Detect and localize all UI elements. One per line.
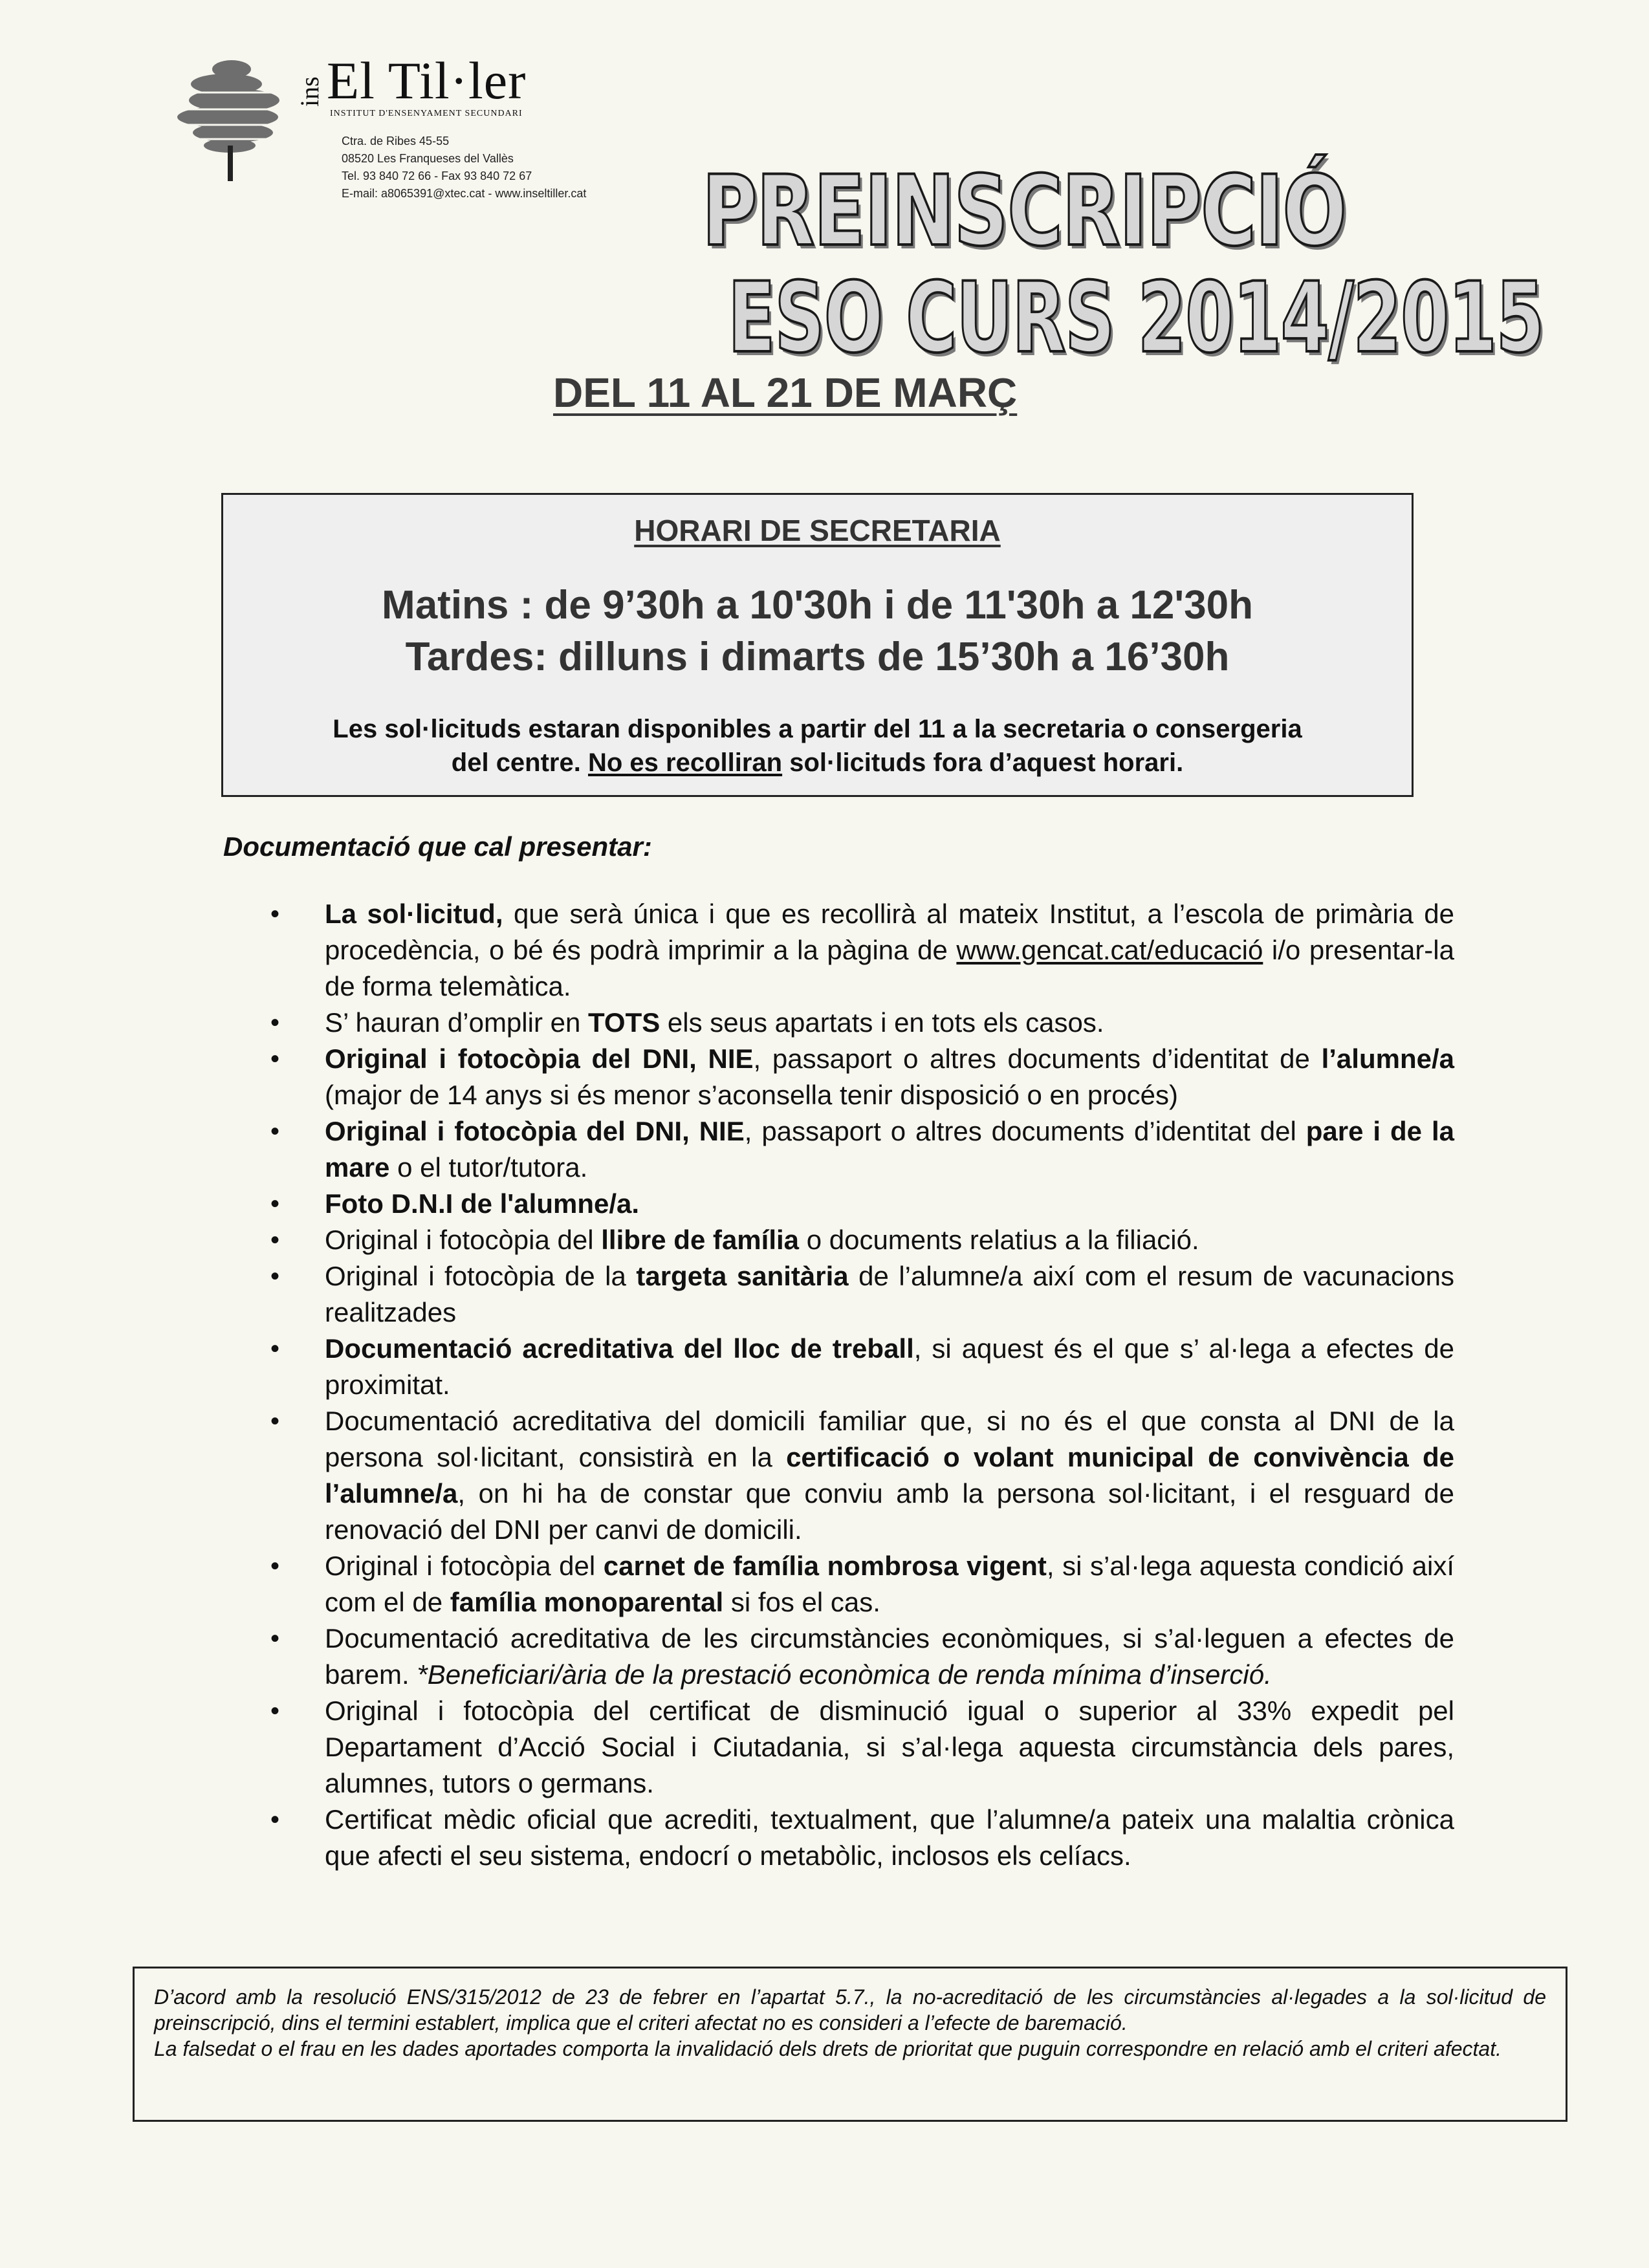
legal-notice-paragraph: D’acord amb la resolució ENS/315/2012 de 23 de febrer en l’apartat 5.7., la no-acreditació de les circumstàncies al·legades a la sol·licitud de preinscripció, dins el termini establert, implica que el criteri afectat no es consideri a l’efecte de baremació.	[154, 1985, 1546, 2034]
list-item-text: (major de 14 anys si és menor s’aconsella tenir disposició o en procés)	[325, 1080, 1178, 1110]
documents-heading: Documentació que cal presentar:	[223, 831, 652, 862]
list-item	[270, 1802, 1454, 1874]
date-range: DEL 11 AL 21 DE MARÇ	[553, 369, 1018, 416]
list-item	[270, 1331, 1454, 1403]
list-item-text: els seus apartats i en tots els casos.	[660, 1007, 1104, 1038]
list-item-text: Original i fotocòpia del certificat de disminució igual o superior al 33% expedit pel Departament d’Acció Social i Ciutadania, si s’al·lega aquesta circumstància dels pares, alumnes, tutors o germans.	[325, 1696, 1454, 1798]
list-item-text: TOTS	[588, 1007, 661, 1038]
list-item	[270, 1186, 1454, 1222]
list-item-text: que serà única i que es recollirà al mateix Institut, a l’escola de primària de procedència, o bé és podrà imprimir a la pàgina de	[325, 899, 1454, 965]
schedule-note: Les sol·licituds estaran disponibles a partir del 11 a la secretaria o consergeria	[333, 715, 1302, 743]
bullet-icon: •	[270, 1624, 280, 1653]
list-item	[270, 1041, 1454, 1113]
ins-mark: ins	[295, 76, 324, 107]
list-item	[270, 896, 1454, 1005]
list-item-text: i/o presentar-la de forma telemàtica.	[325, 935, 1454, 1001]
list-item-text: família monoparental	[450, 1587, 724, 1617]
schedule-heading: HORARI DE SECRETARIA	[634, 514, 1001, 547]
list-item-text: l’alumne/a	[1321, 1043, 1454, 1074]
schedule-note	[223, 748, 1412, 778]
list-item-text: Documentació acreditativa de les circumstàncies econòmiques, si s’al·leguen a efectes de barem.	[325, 1623, 1454, 1690]
list-item-text: *Beneficiari/ària de la prestació econòmica de renda mínima d’inserció.	[417, 1659, 1272, 1690]
list-item-text: , passaport o altres documents d’identitat del	[744, 1116, 1306, 1146]
address-line: 08520 Les Franqueses del Vallès	[342, 152, 514, 165]
school-name: El Til·ler	[327, 51, 527, 110]
list-item-text: certificació o volant municipal de convivència de l’alumne/a	[325, 1442, 1454, 1509]
list-item-text: pare i de la mare	[325, 1116, 1454, 1183]
legal-notice-box	[133, 1967, 1567, 2122]
list-item-text: Documentació acreditativa del lloc de treball	[325, 1333, 914, 1364]
list-item-text: o el tutor/tutora.	[389, 1152, 588, 1183]
list-item	[270, 1005, 1454, 1041]
list-item-text: o documents relatius a la filiació.	[799, 1225, 1199, 1255]
list-item-text: Original i fotocòpia de la	[325, 1261, 637, 1291]
title-preinscripcio: PREINSCRIPCIÓ	[702, 155, 1346, 268]
bullet-icon: •	[270, 1335, 280, 1363]
list-item-text: , si s’al·lega aquesta condició així com el de	[325, 1551, 1454, 1617]
list-item-text: La sol·licitud,	[325, 899, 503, 929]
list-item-text: Documentació acreditativa del domicili familiar que, si no és el que consta al DNI de la persona sol·licitant, consistirà en la	[325, 1406, 1454, 1472]
legal-notice-paragraph: La falsedat o el frau en les dades aportades comporta la invalidació dels drets de prioritat que puguin correspondre en relació amb el criteri afectat.	[154, 2037, 1502, 2060]
list-item-text: Original i fotocòpia del DNI, NIE	[325, 1116, 745, 1146]
list-item-text: targeta sanitària	[636, 1261, 849, 1291]
list-item-text: , si aquest és el que s’ al·lega a efectes de proximitat.	[325, 1333, 1454, 1400]
bullet-icon: •	[270, 1009, 280, 1037]
list-item-text: Certificat mèdic oficial que acrediti, textualment, que l’alumne/a pateix una malaltia crònica que afecti el seu sistema, endocrí o metabòlic, inclosos els celíacs.	[325, 1804, 1454, 1871]
schedule-afternoons: Tardes: dilluns i dimarts de 15’30h a 16’30h	[405, 635, 1230, 679]
list-item	[270, 1693, 1454, 1802]
bullet-icon: •	[270, 1262, 280, 1291]
bullet-icon: •	[270, 1697, 280, 1725]
bullet-icon: •	[270, 1117, 280, 1146]
documents-list	[270, 896, 1454, 1874]
schedule-note-text: sol·licituds fora d’aquest horari.	[782, 748, 1184, 777]
address-line: Ctra. de Ribes 45-55	[342, 135, 450, 147]
list-item-text: Original i fotocòpia del DNI, NIE	[325, 1043, 754, 1074]
schedule-box	[221, 493, 1414, 797]
list-item	[270, 1620, 1454, 1693]
list-item-text: Foto D.N.I de l'alumne/a.	[325, 1188, 640, 1219]
list-item-text: de l’alumne/a així com el resum de vacunacions realitzades	[325, 1261, 1454, 1327]
list-item-text: www.gencat.cat/educació	[956, 935, 1263, 965]
list-item-text: carnet de família nombrosa vigent	[603, 1551, 1047, 1581]
list-item-text: llibre de família	[601, 1225, 800, 1255]
list-item-text: Original i fotocòpia del	[325, 1551, 604, 1581]
list-item	[270, 1222, 1454, 1258]
list-item-text: si fos el cas.	[723, 1587, 880, 1617]
bullet-icon: •	[270, 1805, 280, 1834]
tree-icon	[175, 55, 288, 184]
bullet-icon: •	[270, 1045, 280, 1073]
address-line: Tel. 93 840 72 66 - Fax 93 840 72 67	[342, 169, 532, 182]
list-item-text: , passaport o altres documents d’identitat de	[753, 1043, 1322, 1074]
list-item-text: , on hi ha de constar que conviu amb la persona sol·licitant, i el resguard de renovació del DNI per canvi de domicili.	[325, 1478, 1454, 1545]
list-item-text: S’ hauran d’omplir en	[325, 1007, 588, 1038]
schedule-mornings: Matins : de 9’30h a 10'30h i de 11'30h a 12'30h	[382, 583, 1253, 627]
list-item-text: Original i fotocòpia del	[325, 1225, 602, 1255]
address-line: E-mail: a8065391@xtec.cat - www.inseltiller.cat	[342, 187, 587, 200]
bullet-icon: •	[270, 1552, 280, 1580]
bullet-icon: •	[270, 1407, 280, 1435]
list-item	[270, 1548, 1454, 1620]
list-item	[270, 1258, 1454, 1331]
list-item	[270, 1113, 1454, 1186]
bullet-icon: •	[270, 1226, 280, 1254]
school-subtitle: INSTITUT D'ENSENYAMENT SECUNDARI	[330, 109, 523, 118]
bullet-icon: •	[270, 1190, 280, 1218]
schedule-note-text: del centre.	[451, 748, 588, 777]
list-item	[270, 1403, 1454, 1548]
bullet-icon: •	[270, 900, 280, 928]
schedule-note-emphasis: No es recolliran	[587, 748, 783, 777]
title-course: ESO CURS 2014/2015	[728, 262, 1544, 375]
